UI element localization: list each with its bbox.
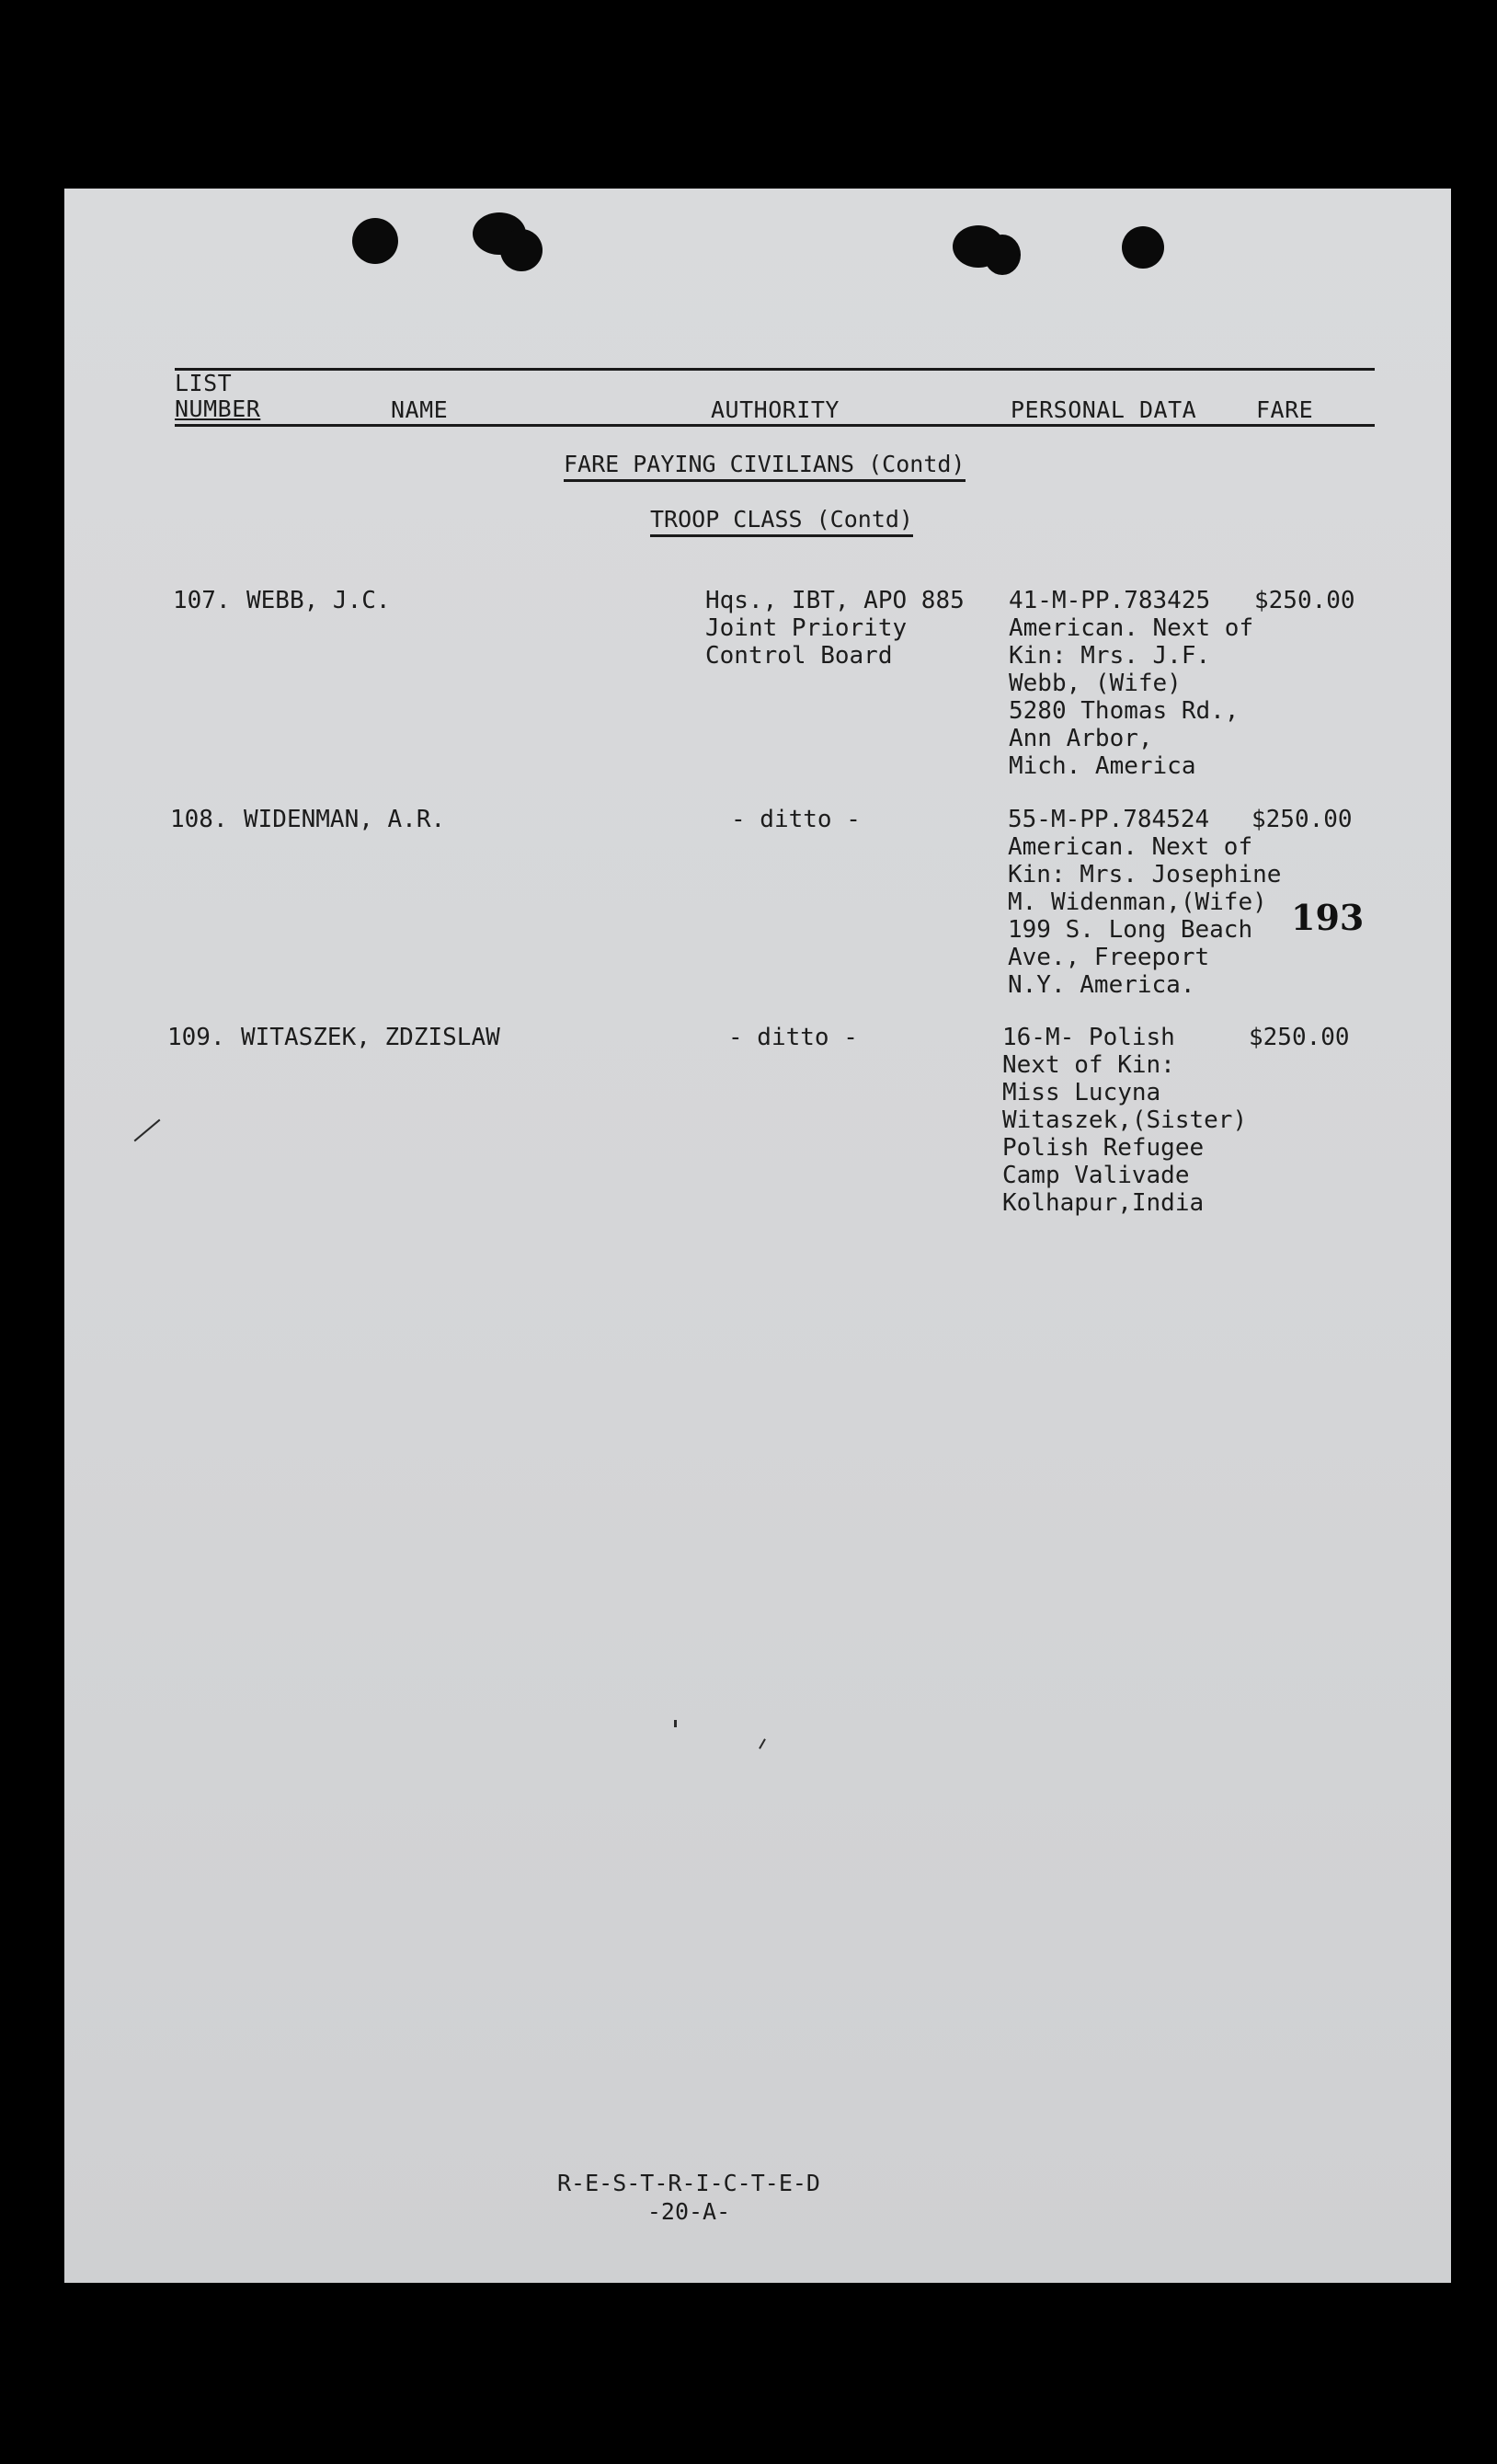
entry-name: WEBB, J.C. [246,587,391,614]
punch-hole [1122,226,1164,269]
entry-number: 109. [167,1024,225,1051]
entry-personal-data: 41-M-PP.783425 American. Next of Kin: Mrs. J.F. Webb, (Wife) 5280 Thomas Rd., Ann Arbor, Mich. America [1009,587,1254,780]
stray-mark [674,1720,677,1727]
page-stamp-number: 193 [1291,897,1365,938]
entry-authority: Hqs., IBT, APO 885 Joint Priority Control Board [705,587,965,670]
punch-hole [352,218,398,264]
document-page [64,189,1451,2283]
entry-authority: - ditto - [731,806,861,833]
punch-hole [500,229,543,271]
entry-authority: - ditto - [728,1024,858,1051]
entry-fare: $250.00 [1251,806,1353,833]
entry-personal-data: 16-M- Polish Next of Kin: Miss Lucyna Witaszek,(Sister) Polish Refugee Camp Valivade Kolhapur,India [1002,1024,1248,1217]
entry-number: 107. [173,587,231,614]
subsection-title: TROOP CLASS (Contd) [650,506,913,537]
header-bottom-rule [175,424,1375,427]
header-personal-data: PERSONAL DATA [1011,396,1197,423]
header-fare: FARE [1256,396,1314,423]
entry-fare: $250.00 [1249,1024,1350,1051]
header-name: NAME [391,396,449,423]
entry-fare: $250.00 [1254,587,1355,614]
section-title: FARE PAYING CIVILIANS (Contd) [564,451,966,482]
entry-personal-data: 55-M-PP.784524 American. Next of Kin: Mrs. Josephine M. Widenman,(Wife) 199 S. Long Beach Ave., Freeport N.Y. America. [1008,806,1282,999]
stray-mark [134,1119,161,1142]
punch-hole [984,235,1021,275]
entry-number: 108. [170,806,228,833]
page-number: -20-A- [646,2198,731,2225]
header-top-rule [175,368,1375,371]
page-footer [64,2169,1451,2226]
header-authority: AUTHORITY [711,396,840,423]
stray-mark [759,1738,766,1748]
entry-name: WITASZEK, ZDZISLAW [241,1024,500,1051]
header-list-number: LIST NUMBER [175,370,261,422]
classification-marking: R-E-S-T-R-I-C-T-E-D [557,2170,820,2196]
entry-name: WIDENMAN, A.R. [244,806,446,833]
